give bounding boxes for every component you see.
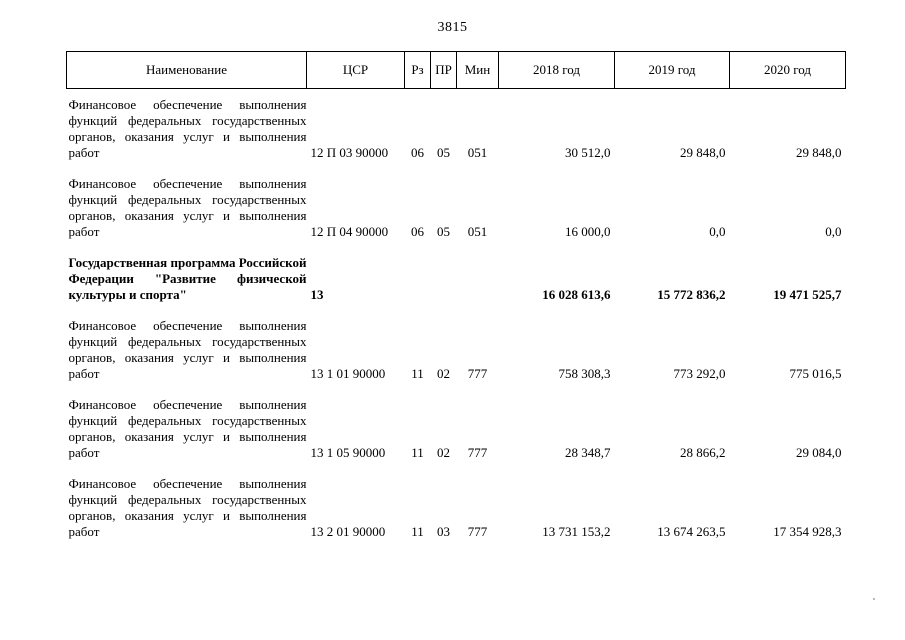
row-min: 777 xyxy=(467,366,488,381)
row-csr: 12 П 03 90000 xyxy=(310,145,389,160)
row-pr: 05 xyxy=(437,224,450,239)
row-value-2020: 29 848,0 xyxy=(796,145,842,160)
row-name-text: Финансовое обеспечение выполнения функций федеральных государственных органов, оказания услуг и выполнения работ xyxy=(68,176,307,239)
row-min: 051 xyxy=(467,224,488,239)
row-value-2020: 0,0 xyxy=(825,224,842,239)
row-value-2020: 19 471 525,7 xyxy=(773,287,842,302)
row-name-text: Финансовое обеспечение выполнения функций федеральных государственных органов, оказания услуг и выполнения работ xyxy=(68,397,307,460)
row-rz: 06 xyxy=(411,224,424,239)
row-value-2019: 773 292,0 xyxy=(673,366,726,381)
budget-table xyxy=(66,51,846,555)
table-row xyxy=(67,397,846,476)
row-value-2018: 16 028 613,6 xyxy=(542,287,611,302)
row-value-2020: 775 016,5 xyxy=(789,366,842,381)
row-csr: 13 xyxy=(310,287,324,302)
program-row xyxy=(67,255,846,318)
header-row xyxy=(67,52,846,89)
row-name-text: Финансовое обеспечение выполнения функций федеральных государственных органов, оказания услуг и выполнения работ xyxy=(68,318,307,381)
header-year-2019: 2019 год xyxy=(615,52,730,89)
row-pr: 02 xyxy=(437,445,450,460)
row-value-2018: 13 731 153,2 xyxy=(542,524,611,539)
header-name: Наименование xyxy=(67,52,307,89)
table-row xyxy=(67,176,846,255)
row-min: 777 xyxy=(467,445,488,460)
row-name-text: Финансовое обеспечение выполнения функций федеральных государственных органов, оказания услуг и выполнения работ xyxy=(68,476,307,539)
row-value-2020: 29 084,0 xyxy=(796,445,842,460)
row-name xyxy=(67,476,307,555)
scan-speck-mark xyxy=(873,598,875,600)
header-min: Мин xyxy=(457,52,499,89)
row-value-2019: 15 772 836,2 xyxy=(657,287,726,302)
table-header xyxy=(67,52,846,89)
row-rz: 11 xyxy=(411,445,424,460)
row-name xyxy=(67,89,307,177)
row-min xyxy=(457,255,499,318)
header-pr: ПР xyxy=(431,52,457,89)
row-min: 777 xyxy=(467,524,488,539)
row-value-2019: 28 866,2 xyxy=(680,445,726,460)
row-value-2018: 30 512,0 xyxy=(565,145,611,160)
header-rz: Рз xyxy=(405,52,431,89)
row-name xyxy=(67,397,307,476)
row-min: 051 xyxy=(467,145,488,160)
row-rz: 11 xyxy=(411,524,424,539)
row-name-text: Государственная программа Российской Федерации "Развитие физической культуры и спорта" xyxy=(68,255,307,302)
header-year-2020: 2020 год xyxy=(730,52,846,89)
row-name xyxy=(67,255,307,318)
row-value-2018: 28 348,7 xyxy=(565,445,611,460)
row-csr: 12 П 04 90000 xyxy=(310,224,389,239)
row-csr: 13 2 01 90000 xyxy=(310,524,386,539)
row-value-2018: 16 000,0 xyxy=(565,224,611,239)
row-pr xyxy=(431,255,457,318)
row-name xyxy=(67,176,307,255)
row-value-2019: 13 674 263,5 xyxy=(657,524,726,539)
row-csr: 13 1 05 90000 xyxy=(310,445,386,460)
row-rz: 06 xyxy=(411,145,424,160)
row-csr: 13 1 01 90000 xyxy=(310,366,386,381)
table-row xyxy=(67,318,846,397)
row-pr: 03 xyxy=(437,524,450,539)
row-pr: 05 xyxy=(437,145,450,160)
page-number: 3815 xyxy=(437,20,468,35)
row-pr: 02 xyxy=(437,366,450,381)
header-year-2018: 2018 год xyxy=(499,52,615,89)
table-row xyxy=(67,89,846,177)
row-value-2019: 29 848,0 xyxy=(680,145,726,160)
row-rz xyxy=(405,255,431,318)
row-name-text: Финансовое обеспечение выполнения функций федеральных государственных органов, оказания услуг и выполнения работ xyxy=(68,97,307,160)
row-value-2020: 17 354 928,3 xyxy=(773,524,842,539)
table-row xyxy=(67,476,846,555)
row-rz: 11 xyxy=(411,366,424,381)
header-csr: ЦСР xyxy=(307,52,405,89)
row-name xyxy=(67,318,307,397)
row-value-2019: 0,0 xyxy=(709,224,726,239)
row-value-2018: 758 308,3 xyxy=(558,366,611,381)
table-body xyxy=(67,89,846,556)
